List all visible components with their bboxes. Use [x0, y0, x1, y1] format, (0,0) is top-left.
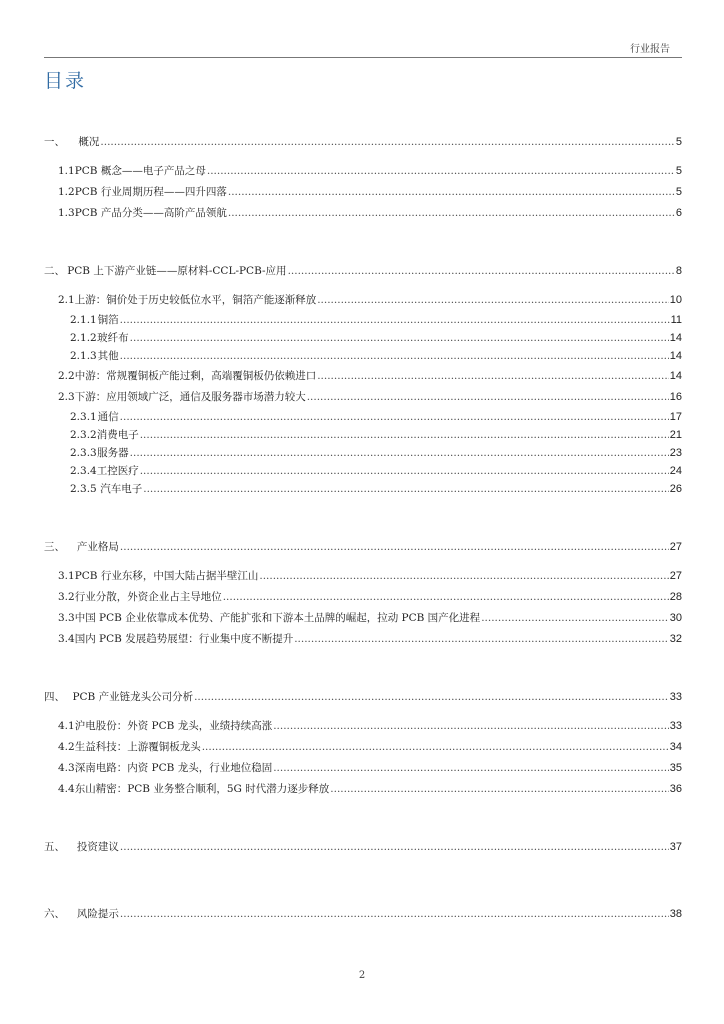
toc-entry-1-1[interactable]: 1.1 PCB 概念——电子产品之母 ..... 5 — [58, 163, 682, 178]
toc-entry-1[interactable]: 一、 概况 ..... 5 — [44, 134, 682, 149]
toc-entry-3-2[interactable]: 3.2 行业分散，外资企业占主导地位 ..... 28 — [58, 589, 682, 604]
toc-entry-4-4[interactable]: 4.4 东山精密：PCB 业务整合顺利，5G 时代潜力逐步释放 ..... 36 — [58, 781, 682, 796]
toc-entry-2-2[interactable]: 2.2 中游：常规覆铜板产能过剩，高端覆铜板仍依赖进口 ..... 14 — [58, 368, 682, 383]
toc-entry-1-3[interactable]: 1.3 PCB 产品分类——高阶产品领航 ..... 6 — [58, 205, 682, 220]
toc-entry-3-1[interactable]: 3.1 PCB 行业东移，中国大陆占据半壁江山 ..... 27 — [58, 568, 682, 583]
toc-entry-4-2[interactable]: 4.2 生益科技：上游覆铜板龙头 ..... 34 — [58, 739, 682, 754]
toc-entry-3-4[interactable]: 3.4 国内 PCB 发展趋势展望：行业集中度不断提升 ..... 32 — [58, 631, 682, 646]
toc-entry-5[interactable]: 五、 投资建议 ..... 37 — [44, 839, 682, 854]
toc-entry-4-3[interactable]: 4.3 深南电路：内资 PCB 龙头，行业地位稳固 ..... 35 — [58, 760, 682, 775]
toc-entry-2-3-3[interactable]: 2.3.3 服务器 ..... 23 — [70, 445, 682, 460]
toc-entry-3[interactable]: 三、 产业格局 ..... 27 — [44, 539, 682, 554]
toc-entry-6[interactable]: 六、 风险提示 ..... 38 — [44, 906, 682, 921]
toc-entry-2-1-1[interactable]: 2.1.1 铜箔 ..... 11 — [70, 312, 682, 327]
toc-entry-2-3-1[interactable]: 2.3.1 通信 ..... 17 — [70, 409, 682, 424]
page-number: 2 — [358, 970, 366, 981]
toc-entry-2-1-2[interactable]: 2.1.2 玻纤布 ..... 14 — [70, 330, 682, 345]
toc-entry-2-3-2[interactable]: 2.3.2 消费电子 ..... 21 — [70, 427, 682, 442]
toc-entry-2-3-4[interactable]: 2.3.4 工控医疗 ..... 24 — [70, 463, 682, 478]
toc-entry-2-1[interactable]: 2.1 上游：铜价处于历史较低位水平，铜箔产能逐渐释放 ..... 10 — [58, 292, 682, 307]
toc-entry-4[interactable]: 四、 PCB 产业链龙头公司分析 ..... 33 — [44, 689, 682, 704]
toc-entry-2-3-5[interactable]: 2.3.5 汽车电子 ..... 26 — [70, 481, 682, 496]
toc-entry-2-3[interactable]: 2.3 下游：应用领域广泛，通信及服务器市场潜力较大 ..... 16 — [58, 389, 682, 404]
toc-title: 目录 — [44, 70, 87, 92]
report-type-label: 行业报告 — [630, 44, 670, 55]
toc-entry-2[interactable]: 二、 PCB 上下游产业链——原材料-CCL-PCB-应用 ..... 8 — [44, 263, 682, 278]
toc-entry-3-3[interactable]: 3.3 中国 PCB 企业依靠成本优势、产能扩张和下游本土品牌的崛起，拉动 PCB 国产化进程 ..... 30 — [58, 610, 682, 625]
toc-entry-2-1-3[interactable]: 2.1.3 其他 ..... 14 — [70, 348, 682, 363]
header-divider — [44, 57, 682, 58]
toc-entry-4-1[interactable]: 4.1 沪电股份：外资 PCB 龙头，业绩持续高涨 ..... 33 — [58, 718, 682, 733]
toc-entry-1-2[interactable]: 1.2 PCB 行业周期历程——四升四落 ..... 5 — [58, 184, 682, 199]
